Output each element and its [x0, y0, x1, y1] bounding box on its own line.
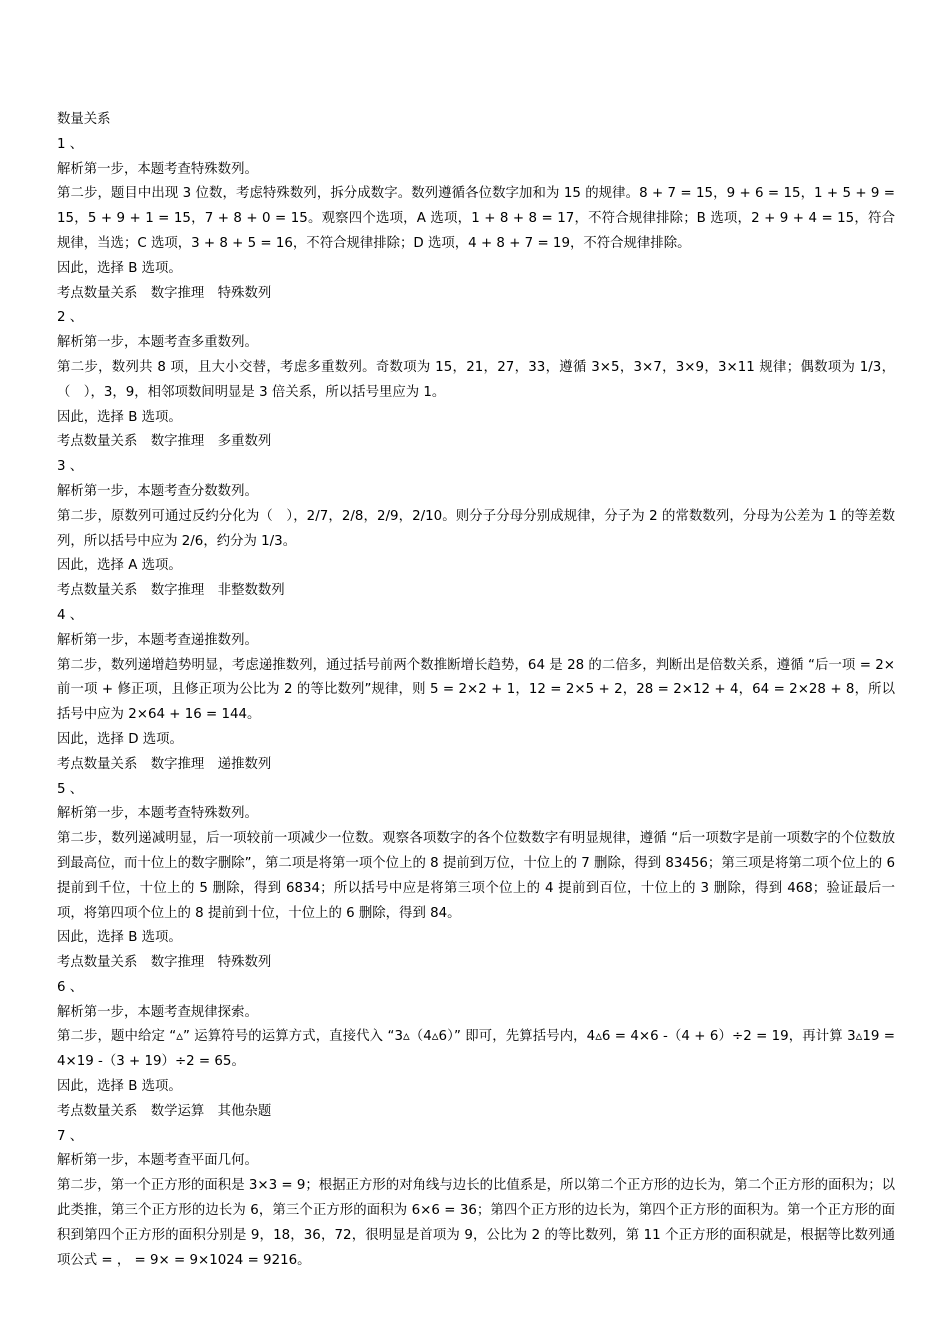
question-number: 2 、: [57, 310, 84, 326]
question-6: [57, 976, 895, 1125]
analysis-step-1: 解析第一步，本题考查平面几何。: [57, 1153, 258, 1169]
analysis-step-1: 解析第一步，本题考查分数数列。: [57, 483, 258, 499]
kaodian-line: 考点数量关系 数字推理 特殊数列: [57, 955, 272, 971]
question-7: [57, 1125, 895, 1274]
answer-line: 因此，选择 D 选项。: [57, 731, 183, 747]
question-4: [57, 604, 895, 778]
analysis-step-2: 第二步，第一个正方形的面积是 3×3 = 9；根据正方形的对角线与边长的比值系是，所以第二个正方形的边长为，第二个正方形的面积为；以此类推，第三个正方形的边长为 6，第三个正方形的面积为 6×6 = 36；第四个正方形的边长为，第四个正方形的面积为。第一个正方形的面积到第四个正方形的面积分别是 9，18，36，72，很明显是首项为 9，公比为 2 的等比数列，第 11 个正方形的面积就是，根据等比数列通项公式 = ， = 9× = 9×1024 = 9216。: [57, 1178, 895, 1268]
answer-line: 因此，选择 B 选项。: [57, 1079, 182, 1095]
analysis-step-2: 第二步，题目中出现 3 位数，考虑特殊数列，拆分成数字。数列遵循各位数字加和为 15 的规律。8 + 7 = 15，9 + 6 = 15，1 + 5 + 9 = 15，5 + 9 + 1 = 15，7 + 8 + 0 = 15。观察四个选项，A 选项，1 + 8 + 8 = 17，不符合规律排除；B 选项，2 + 9 + 4 = 15，符合规律，当选；C 选项，3 + 8 + 5 = 16，不符合规律排除；D 选项，4 + 8 + 7 = 19，不符合规律排除。: [57, 186, 895, 251]
question-number: 7 、: [57, 1128, 84, 1144]
question-number: 1 、: [57, 136, 84, 152]
kaodian-line: 考点数量关系 数学运算 其他杂题: [57, 1103, 272, 1119]
analysis-step-1: 解析第一步，本题考查多重数列。: [57, 335, 258, 351]
answer-line: 因此，选择 B 选项。: [57, 409, 182, 425]
answer-line: 因此，选择 A 选项。: [57, 558, 182, 574]
answer-line: 因此，选择 B 选项。: [57, 930, 182, 946]
kaodian-line: 考点数量关系 数字推理 非整数数列: [57, 583, 285, 599]
kaodian-line: 考点数量关系 数字推理 多重数列: [57, 434, 272, 450]
analysis-step-2: 第二步，题中给定 “▵” 运算符号的运算方式，直接代入 “3▵（4▵6）” 即可，先算括号内，4▵6 = 4×6 -（4 + 6）÷2 = 19，再计算 3▵19 = 4×19 -（3 + 19）÷2 = 65。: [57, 1029, 895, 1070]
analysis-step-1: 解析第一步，本题考查递推数列。: [57, 632, 258, 648]
question-number: 3 、: [57, 459, 84, 475]
analysis-step-2: 第二步，数列共 8 项，且大小交替，考虑多重数列。奇数项为 15，21，27，33，遵循 3×5，3×7，3×9，3×11 规律；偶数项为 1/3，（ ），3，9，相邻项数间明显是 3 倍关系，所以括号里应为 1。: [57, 359, 895, 400]
kaodian-line: 考点数量关系 数字推理 特殊数列: [57, 285, 272, 301]
analysis-step-1: 解析第一步，本题考查规律探索。: [57, 1004, 258, 1020]
answer-line: 因此，选择 B 选项。: [57, 260, 182, 276]
question-1: [57, 133, 895, 307]
question-2: [57, 306, 895, 455]
kaodian-line: 考点数量关系 数字推理 递推数列: [57, 756, 272, 772]
analysis-step-2: 第二步，数列递减明显，后一项较前一项减少一位数。观察各项数字的各个位数数字有明显规律，遵循 “后一项数字是前一项数字的个位数放到最高位，而十位上的数字删除”，第二项是将第一项个位上的 8 提前到万位，十位上的 7 删除，得到 83456；第三项是将第二项个位上的 6 提前到千位，十位上的 5 删除，得到 6834；所以括号中应是将第三项个位上的 4 提前到百位，十位上的 3 删除，得到 468；验证最后一项，将第四项个位上的 8 提前到十位，十位上的 6 删除，得到 84。: [57, 831, 895, 921]
analysis-step-2: 第二步，数列递增趋势明显，考虑递推数列，通过括号前两个数推断增长趋势，64 是 28 的二倍多，判断出是倍数关系，遵循 “后一项 = 2× 前一项 + 修正项，且修正项为公比为 2 的等比数列”规律，则 5 = 2×2 + 1，12 = 2×5 + 2，28 = 2×12 + 4，64 = 2×28 + 8，所以括号中应为 2×64 + 16 = 144。: [57, 657, 895, 723]
question-5: [57, 778, 895, 976]
question-number: 6 、: [57, 979, 84, 995]
analysis-step-1: 解析第一步，本题考查特殊数列。: [57, 806, 258, 822]
section-title: 数量关系: [57, 112, 111, 127]
document-body: [57, 108, 895, 1273]
analysis-step-1: 解析第一步，本题考查特殊数列。: [57, 161, 258, 177]
question-3: [57, 455, 895, 604]
analysis-step-2: 第二步，原数列可通过反约分化为（ ），2/7，2/8，2/9，2/10。则分子分母分别成规律，分子为 2 的常数数列，分母为公差为 1 的等差数列，所以括号中应为 2/6，约分为 1/3。: [57, 508, 895, 549]
question-number: 5 、: [57, 781, 84, 797]
question-number: 4 、: [57, 607, 84, 623]
